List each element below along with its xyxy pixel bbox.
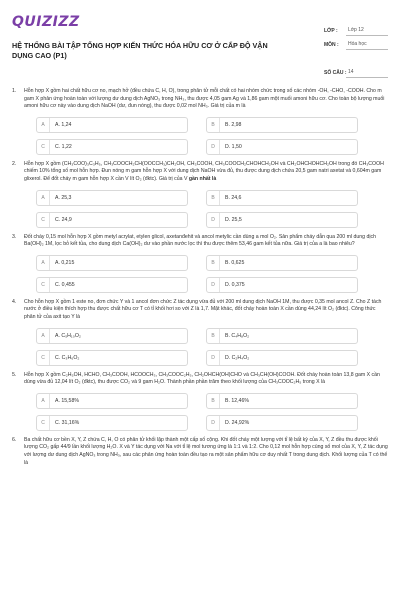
option-letter: C bbox=[37, 351, 50, 365]
option-text: A. 1,24 bbox=[55, 121, 72, 128]
option-a[interactable] bbox=[36, 328, 188, 344]
option-letter: A bbox=[37, 118, 50, 132]
question-3 bbox=[12, 234, 388, 299]
option-text: C. C₃H₆O₂ bbox=[55, 354, 80, 361]
option-letter: B bbox=[207, 394, 220, 408]
option-text: C. 0,455 bbox=[55, 281, 75, 288]
option-b[interactable] bbox=[206, 190, 358, 206]
option-letter: A bbox=[37, 329, 50, 343]
option-text: B. C₄H₈O₂ bbox=[225, 332, 250, 339]
worksheet-header bbox=[12, 14, 388, 74]
quizizz-logo: QUIZIZZ bbox=[12, 14, 80, 30]
option-d[interactable] bbox=[206, 350, 358, 366]
option-letter: C bbox=[37, 416, 50, 430]
option-d[interactable] bbox=[206, 277, 358, 293]
question-number: 3. bbox=[12, 233, 17, 240]
worksheet-title: HỆ THỐNG BÀI TẬP TỔNG HỢP KIẾN THỨC HÓA HỮU CƠ Ở CẤP ĐỘ VẬN DỤNG CAO (P1) bbox=[12, 41, 268, 60]
answer-options bbox=[36, 328, 376, 372]
question-number: 5. bbox=[12, 371, 17, 378]
worksheet-meta bbox=[324, 28, 388, 84]
option-letter: B bbox=[207, 191, 220, 205]
option-text: A. 15,58% bbox=[55, 397, 79, 404]
option-b[interactable] bbox=[206, 255, 358, 271]
option-text: A. 25,3 bbox=[55, 194, 72, 201]
question-text-body: Hỗn hợp X gồm (CH₃COO)₃C₃H₅, CH₃COOCH₂CH(OOCCH₃)CH₂OH, CH₃COOH, CH₃COOCH₂CHOHCH₂OH và CH₂OHCHOHCH₂OH trong đó CH₃COOH chiếm 10% tổng số mol hỗn hợp. Đun nóng m gam hỗn hợp X với dung dịch NaOH vừa đủ, thu được dung dịch chứa 20,5 gam natri axetat và 0,604m gam glixerol. Để đốt cháy m gam hỗn hợp X cần V lít O₂ (đktc). Giá trị của V bbox=[24, 160, 384, 182]
option-letter: C bbox=[37, 278, 50, 292]
answer-options bbox=[36, 255, 376, 299]
subject-value: Hóa học bbox=[346, 40, 388, 50]
option-text: B. 12,46% bbox=[225, 397, 249, 404]
question-6 bbox=[12, 437, 388, 467]
meta-subject-row bbox=[324, 42, 388, 70]
option-letter: C bbox=[37, 213, 50, 227]
option-c[interactable] bbox=[36, 350, 188, 366]
option-text: C. 24,9 bbox=[55, 216, 72, 223]
option-text: D. 1,50 bbox=[225, 143, 242, 150]
option-letter: A bbox=[37, 256, 50, 270]
question-4 bbox=[12, 299, 388, 372]
question-emphasis: gần nhất là bbox=[188, 175, 217, 182]
class-label: LỚP : bbox=[324, 28, 338, 34]
option-letter: D bbox=[207, 278, 220, 292]
option-a[interactable] bbox=[36, 255, 188, 271]
question-text: Cho hỗn hợp X gồm 1 este no, đơn chức Y và 1 ancol đơn chức Z tác dụng vừa đủ với 200 ml dung dịch NaOH 1M, thu được 0,35 mol ancol Z. Cho Z tách nước ở điều kiện thích hợp thu được chất hữu cơ T có tỉ khối hơi so với Z là 1,7. Mặt khác, đốt cháy hoàn toàn X cần dùng 44,24 lít O₂ (đktc). Công thức phân tử của axit tạo Y là bbox=[24, 298, 382, 320]
answer-options bbox=[36, 393, 376, 437]
question-text: Hỗn hợp X gồm C₂H₅OH, HCHO, CH₃COOH, HCOOCH₃, CH₃COOC₂H₅, CH₂OHCH(OH)CHO và CH₃CH(OH)COOH. Đốt cháy hoàn toàn 13,8 gam X cần dùng vừa đủ 12,04 lít O₂ (đktc), thu được CO₂ và 9 gam H₂O. Thành phần phần trăm theo khối lượng của CH₃COOC₂H₅ trong X là bbox=[24, 371, 380, 386]
question-number: 6. bbox=[12, 436, 17, 443]
option-d[interactable] bbox=[206, 212, 358, 228]
question-text: Ba chất hữu cơ bền X, Y, Z chứa C, H, O có phân tử khối lập thành một cấp số cộng. Khi đốt cháy một lượng với tỉ lệ bất kỳ của X, Y, Z đều thu được khối lượng CO₂ gấp 44/9 lần khối lượng H₂O. X và Y tác dụng với Na với tỉ lệ mol tương ứng là 1:1 và 1:2. Cho 0,12 mol hỗn hợp cùng số mol của X, Y, Z tác dụng với lượng dư dung dịch AgNO₃ trong NH₃, sau các phản ứng hoàn toàn đều tạo ra một sản phẩm hữu cơ duy nhất T trong dung dịch. Khối lượng của T có thể là bbox=[24, 436, 388, 466]
answer-options bbox=[36, 117, 376, 161]
option-letter: B bbox=[207, 329, 220, 343]
option-a[interactable] bbox=[36, 190, 188, 206]
option-text: C. 1,22 bbox=[55, 143, 72, 150]
option-b[interactable] bbox=[206, 393, 358, 409]
option-c[interactable] bbox=[36, 212, 188, 228]
question-number: 1. bbox=[12, 88, 17, 94]
option-text: A. 0,215 bbox=[55, 259, 75, 266]
option-letter: D bbox=[207, 351, 220, 365]
option-text: D. C₂H₄O₂ bbox=[225, 354, 250, 361]
option-text: C. 31,16% bbox=[55, 419, 80, 426]
option-letter: C bbox=[37, 140, 50, 154]
question-list bbox=[12, 88, 388, 467]
question-2 bbox=[12, 161, 388, 234]
question-number: 2. bbox=[12, 160, 17, 167]
meta-count-row bbox=[324, 70, 388, 84]
subject-label: MÔN : bbox=[324, 42, 339, 48]
question-text: Đốt cháy 0,15 mol hỗn hợp X gồm metyl acrylat, etylen glicol, axetanđehit và ancol metylic cần dùng a mol O₂. Sản phẩm cháy dẫn qua 200 ml dung dịch Ba(OH)₂ 1M, lọc bỏ kết tủa, cho dung dịch Ca(OH)₂ dư vào phần nước lọc thì thu được thêm 53,46 gam kết tủa nữa. Giá trị của a là bao nhiêu? bbox=[24, 233, 377, 248]
option-c[interactable] bbox=[36, 415, 188, 431]
option-text: B. 2,98 bbox=[225, 121, 242, 128]
question-text: Hỗn hợp X gồm hai chất hữu cơ no, mạch hở (đều chứa C, H, O), trong phân tử mỗi chất có hai nhóm chức trong số các nhóm -OH, -CHO, -COOH. Cho m gam X phản ứng hoàn toàn với lượng dư dung dịch AgNO₃ trong NH₃, thu được 4,05 gam Ag và 1,86 gam một muối amoni hữu cơ. Cho toàn bộ lượng muối amoni hữu cơ này vào dung dịch NaOH (dư, đun nóng), thu được 0,02 mol NH₃. Giá trị của m là bbox=[24, 88, 385, 110]
option-text: B. 24,6 bbox=[225, 194, 242, 201]
option-letter: A bbox=[37, 191, 50, 205]
option-b[interactable] bbox=[206, 328, 358, 344]
question-text bbox=[24, 161, 388, 184]
class-value: Lớp 12 bbox=[346, 26, 388, 36]
option-letter: D bbox=[207, 140, 220, 154]
option-d[interactable] bbox=[206, 139, 358, 155]
option-text: D. 0,375 bbox=[225, 281, 245, 288]
count-label: SỐ CÂU : bbox=[324, 70, 347, 76]
option-text: A. C₅H₁₀O₂ bbox=[55, 332, 81, 339]
question-number: 4. bbox=[12, 298, 17, 305]
option-letter: B bbox=[207, 256, 220, 270]
option-c[interactable] bbox=[36, 277, 188, 293]
question-5 bbox=[12, 372, 388, 437]
option-text: D. 24,92% bbox=[225, 419, 250, 426]
option-a[interactable] bbox=[36, 117, 188, 133]
option-a[interactable] bbox=[36, 393, 188, 409]
count-value: 14 bbox=[346, 68, 388, 78]
option-d[interactable] bbox=[206, 415, 358, 431]
option-b[interactable] bbox=[206, 117, 358, 133]
option-letter: D bbox=[207, 213, 220, 227]
option-c[interactable] bbox=[36, 139, 188, 155]
option-letter: D bbox=[207, 416, 220, 430]
option-letter: B bbox=[207, 118, 220, 132]
option-text: D. 25,5 bbox=[225, 216, 242, 223]
answer-options bbox=[36, 190, 376, 234]
option-letter: A bbox=[37, 394, 50, 408]
question-1 bbox=[12, 88, 388, 161]
option-text: B. 0,625 bbox=[225, 259, 245, 266]
